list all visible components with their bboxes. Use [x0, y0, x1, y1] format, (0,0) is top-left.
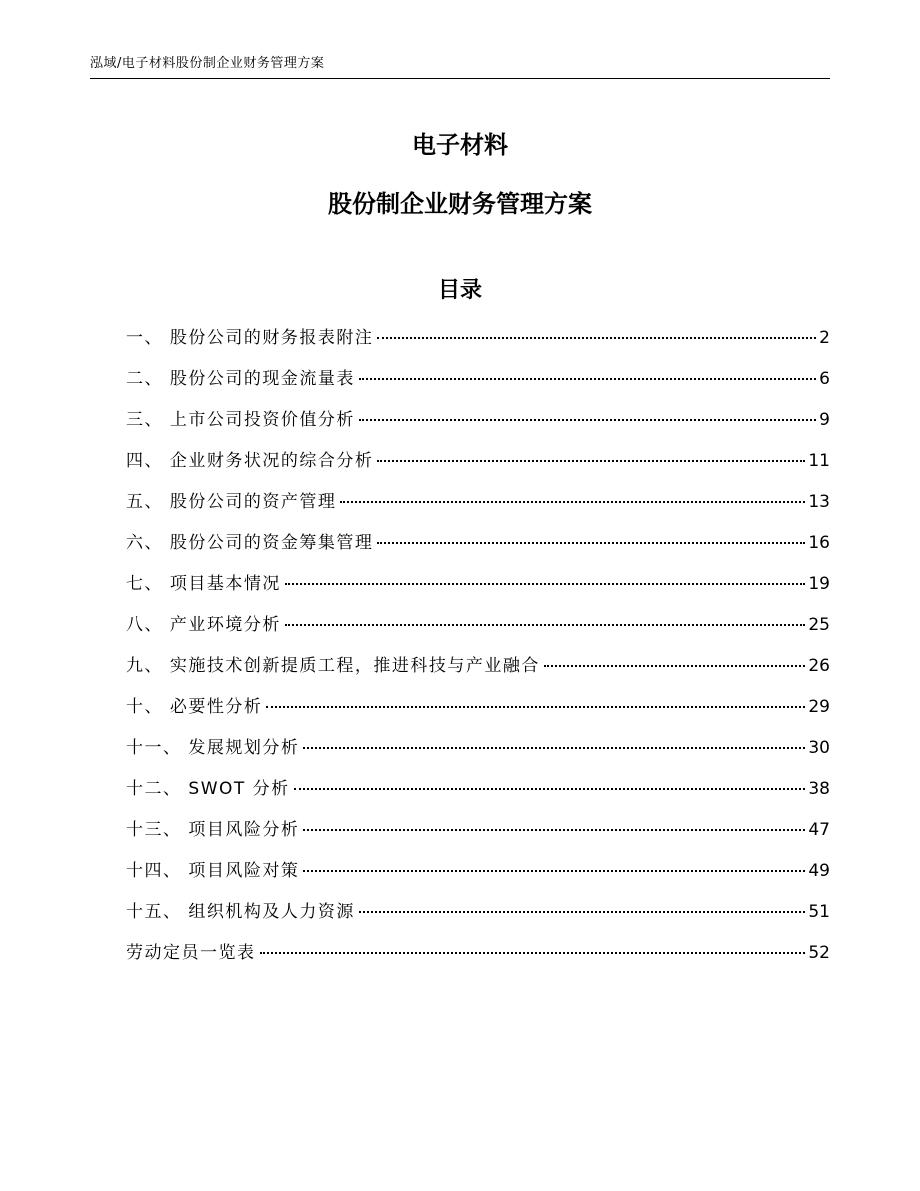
toc-entry[interactable]	[126, 364, 830, 405]
toc-entry-label: 八、 产业环境分析	[126, 615, 281, 635]
toc-dot-leader	[377, 337, 816, 339]
toc-entry[interactable]	[126, 487, 830, 528]
toc-entry-label: 九、 实施技术创新提质工程，推进科技与产业融合	[126, 656, 540, 676]
toc-entry[interactable]	[126, 528, 830, 569]
toc-dot-leader	[377, 460, 805, 462]
toc-entry-label: 七、 项目基本情况	[126, 574, 281, 594]
toc-entry[interactable]	[126, 733, 830, 774]
toc-entry-page-number: 2	[819, 328, 830, 348]
toc-entry[interactable]	[126, 692, 830, 733]
toc-dot-leader	[340, 501, 805, 503]
toc-entry-page-number: 49	[808, 861, 830, 881]
toc-entry-page-number: 51	[808, 902, 830, 922]
document-title-line2: 股份制企业财务管理方案	[328, 190, 592, 218]
toc-entry[interactable]	[126, 405, 830, 446]
toc-dot-leader	[266, 706, 805, 708]
toc-entry-label: 十、 必要性分析	[126, 697, 263, 717]
toc-entry-page-number: 6	[819, 369, 830, 389]
toc-entry-label: 六、 股份公司的资金筹集管理	[126, 533, 374, 553]
toc-dot-leader	[303, 829, 805, 831]
toc-dot-leader	[303, 870, 805, 872]
toc-entry-page-number: 38	[808, 779, 830, 799]
toc-entry[interactable]	[126, 323, 830, 364]
toc-entry-label: 二、 股份公司的现金流量表	[126, 369, 355, 389]
toc-entry-page-number: 11	[808, 451, 830, 471]
toc-dot-leader	[544, 665, 805, 667]
toc-entry-label: 五、 股份公司的资产管理	[126, 492, 337, 512]
toc-dot-leader	[260, 952, 806, 954]
toc-entry-label: 十四、 项目风险对策	[126, 861, 300, 881]
toc-entry-page-number: 52	[808, 943, 830, 963]
toc-entry[interactable]	[126, 815, 830, 856]
toc-dot-leader	[359, 378, 816, 380]
toc-dot-leader	[303, 747, 805, 749]
toc-dot-leader	[294, 788, 806, 790]
toc-entry-page-number: 47	[808, 820, 830, 840]
toc-entry-label: 十五、 组织机构及人力资源	[126, 902, 355, 922]
toc-dot-leader	[285, 583, 805, 585]
toc-entry-page-number: 16	[808, 533, 830, 553]
running-header: 泓域/电子材料股份制企业财务管理方案	[90, 56, 325, 71]
toc-entry-label: 劳动定员一览表	[126, 943, 256, 963]
toc-entry-page-number: 26	[808, 656, 830, 676]
toc-entry-label: 十二、 SWOT 分析	[126, 779, 290, 799]
toc-entry[interactable]	[126, 897, 830, 938]
toc-entry-label: 三、 上市公司投资价值分析	[126, 410, 355, 430]
toc-entry-page-number: 9	[819, 410, 830, 430]
toc-entry-page-number: 13	[808, 492, 830, 512]
toc-entry-page-number: 19	[808, 574, 830, 594]
toc-entry-label: 四、 企业财务状况的综合分析	[126, 451, 374, 471]
toc-dot-leader	[359, 911, 805, 913]
toc-heading: 目录	[437, 278, 482, 303]
toc-entry-label: 十三、 项目风险分析	[126, 820, 300, 840]
document-title-line1: 电子材料	[412, 131, 508, 159]
toc-dot-leader	[377, 542, 805, 544]
toc-entry[interactable]	[126, 610, 830, 651]
toc-entry-page-number: 29	[808, 697, 830, 717]
toc-entry-page-number: 30	[808, 738, 830, 758]
toc-entry[interactable]	[126, 651, 830, 692]
toc-entry[interactable]	[126, 856, 830, 897]
toc-entry-page-number: 25	[808, 615, 830, 635]
toc-dot-leader	[285, 624, 805, 626]
toc-entry[interactable]	[126, 569, 830, 610]
toc-entry[interactable]	[126, 774, 830, 815]
toc-entry[interactable]	[126, 446, 830, 487]
table-of-contents	[126, 323, 830, 979]
header-divider	[90, 78, 830, 79]
toc-dot-leader	[359, 419, 816, 421]
toc-entry-label: 一、 股份公司的财务报表附注	[126, 328, 374, 348]
toc-entry[interactable]	[126, 938, 830, 979]
toc-entry-label: 十一、 发展规划分析	[126, 738, 300, 758]
